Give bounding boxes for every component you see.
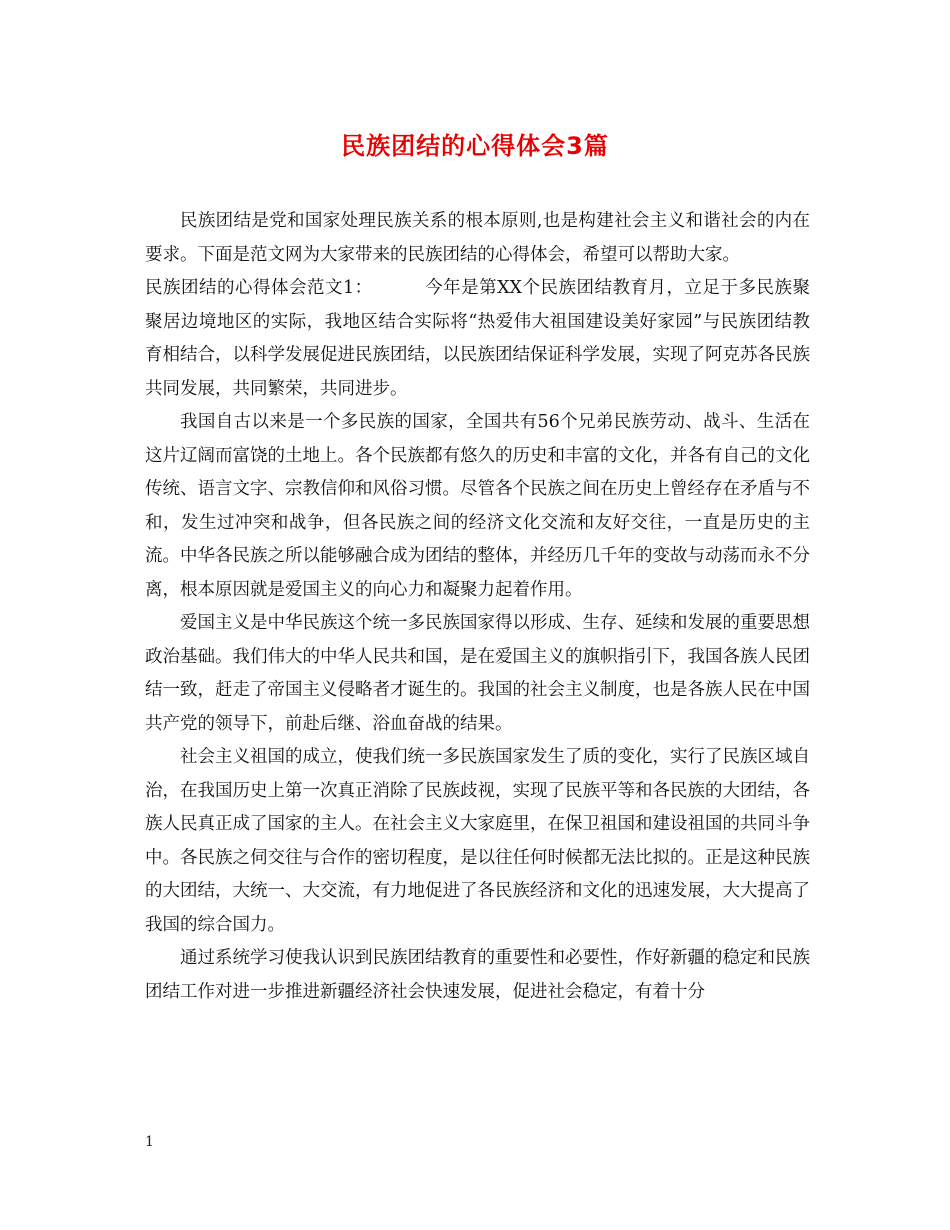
- body-paragraph: 爱国主义是中华民族这个统一多民族国家得以形成、生存、延续和发展的重要思想政治基础。我们伟大的中华人民共和国，是在爱国主义的旗帜指引下，我国各族人民团结一致，赶走了帝国主义侵略者才诞生的。我国的社会主义制度，也是各族人民在中国共产党的领导下，前赴后继、浴血奋战的结果。: [145, 613, 810, 734]
- body-paragraph: 社会主义祖国的成立，使我们统一多民族国家发生了质的变化，实行了民族区域自治，在我国历史上第一次真正消除了民族歧视，实现了民族平等和各民族的大团结，各族人民真正成了国家的主人。在社会主义大家庭里，在保卫祖国和建设祖国的共同斗争中。各民族之伺交往与合作的密切程度，是以往任何时候都无法比拟的。正是这种民族的大团结，大统一、大交流，有力地促进了各民族经济和文化的迅速发展，大大提高了我国的综合国力。: [145, 747, 810, 935]
- intro-paragraph: [145, 205, 810, 272]
- body-paragraph: 我国自古以来是一个多民族的国家，全国共有56个兄弟民族劳动、战斗、生活在这片辽阔而富饶的土地上。各个民族都有悠久的历史和丰富的文化，并各有自己的文化传统、语言文字、宗教信仰和风俗习惯。尽管各个民族之间在历史上曾经存在矛盾与不和，发生过冲突和战争，但各民族之间的经济文化交流和友好交往，一直是历史的主流。中华各民族之所以能够融合成为团结的整体，并经历几千年的变故与动荡而永不分离，根本原因就是爱国主义的向心力和凝聚力起着作用。: [145, 412, 810, 600]
- document-body: [145, 205, 810, 1009]
- intro-text: 民族团结是党和国家处理民族关系的根本原则,也是构建社会主义和谐社会的内在要求。下面是范文网为大家带来的民族团结的心得体会，希望可以帮助大家。: [145, 211, 810, 265]
- sample-label: 民族团结的心得体会范文1：: [145, 278, 373, 298]
- document-title: 民族团结的心得体会3篇: [341, 132, 609, 160]
- sample-text: 今年是第XX个民族团结教育月，立足于多民族聚聚居边境地区的实际，我地区结合实际将“热爱伟大祖国建设美好家园”与民族团结教育相结合，以科学发展促进民族团结，以民族团结保证科学发展，实现了阿克苏各民族共同发展，共同繁荣，共同进步。: [145, 278, 810, 399]
- body-paragraph: 通过系统学习使我认识到民族团结教育的重要性和必要性，作好新疆的稳定和民族团结工作对进一步推进新疆经济社会快速发展，促进社会稳定，有着十分: [145, 948, 810, 1002]
- page-number: 1: [145, 1134, 154, 1150]
- sample-paragraph: [145, 272, 810, 406]
